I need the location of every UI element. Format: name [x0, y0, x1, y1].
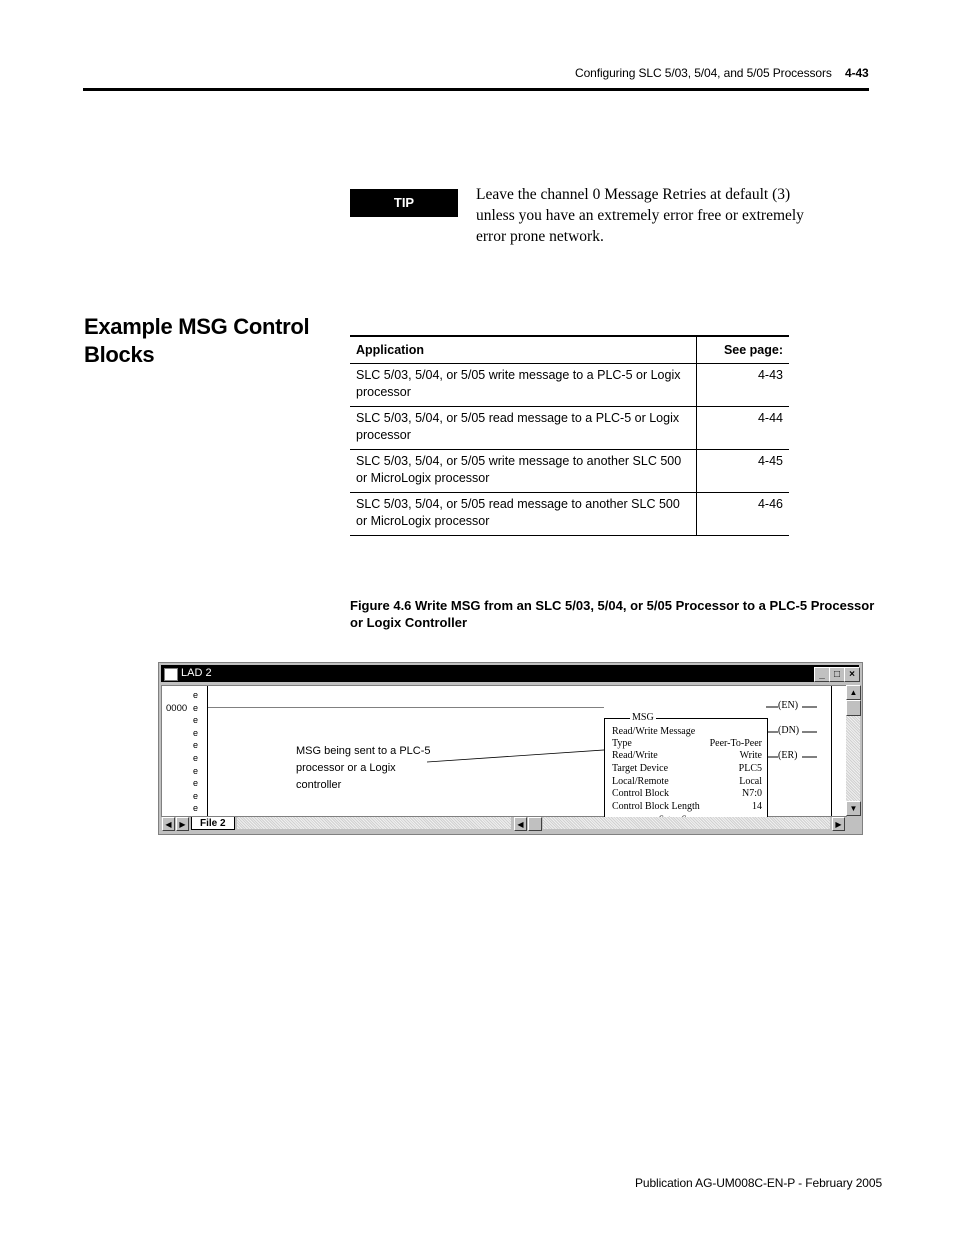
- msg-row: [612, 726, 762, 738]
- header-section-title: Configuring SLC 5/03, 5/04, and 5/05 Processors: [575, 66, 832, 80]
- annotation-line: MSG being sent to a PLC-5: [296, 745, 431, 757]
- tab-area: [237, 817, 511, 829]
- coil-label: DN: [781, 725, 796, 736]
- minimize-button[interactable]: _: [814, 667, 830, 682]
- window-titlebar[interactable]: [161, 665, 859, 682]
- tip-line: Leave the channel 0 Message Retries at default (3): [476, 186, 791, 203]
- window-title: LAD 2: [181, 667, 212, 679]
- msg-row-label: Control Block: [612, 788, 669, 799]
- tip-text: [476, 184, 804, 247]
- table-cell-application: [350, 407, 697, 450]
- coil-label: EN: [781, 700, 795, 711]
- rung-mark: e: [193, 727, 199, 738]
- footer-publication: Publication AG-UM008C-EN-P - February 2005: [635, 1176, 883, 1190]
- scroll-down-icon[interactable]: ▼: [846, 801, 861, 816]
- tip-line: unless you have an extremely error free or extremely: [476, 207, 804, 224]
- msg-row: [612, 738, 762, 750]
- msg-row: [612, 750, 762, 762]
- tab-scroll-bar: [161, 817, 859, 831]
- table-row: [350, 493, 789, 536]
- section-title: [84, 313, 309, 369]
- maximize-button[interactable]: □: [829, 667, 845, 682]
- table-row: [350, 450, 789, 493]
- msg-row-value: Local: [739, 776, 762, 787]
- table-cell-application: [350, 450, 697, 493]
- vertical-scrollbar[interactable]: [846, 685, 860, 816]
- rung-number: 0000: [166, 703, 188, 714]
- msg-row-label: Local/Remote: [612, 776, 669, 787]
- cell-line: or MicroLogix processor: [356, 471, 490, 485]
- cell-line: processor: [356, 428, 411, 442]
- scroll-up-icon[interactable]: ▲: [846, 685, 861, 700]
- rung-mark: e: [193, 702, 199, 713]
- table-cell-page: 4-43: [697, 364, 790, 407]
- cell-line: SLC 5/03, 5/04, or 5/05 read message to another SLC 500: [356, 497, 680, 511]
- rung-mark: e: [193, 803, 199, 814]
- tip-line: error prone network.: [476, 228, 604, 245]
- msg-row-value: PLC5: [738, 763, 762, 774]
- section-title-line: Blocks: [84, 342, 155, 367]
- scroll-right-icon[interactable]: ▶: [832, 817, 845, 831]
- table-row: [350, 364, 789, 407]
- msg-row-value: N7:0: [742, 788, 762, 799]
- msg-row-label: Read/Write: [612, 750, 658, 761]
- table-row: [350, 407, 789, 450]
- header-page-number: 4-43: [845, 66, 869, 80]
- msg-row-label: Target Device: [612, 763, 669, 774]
- tab-prev-icon[interactable]: ◀: [162, 817, 175, 831]
- table-cell-application: [350, 364, 697, 407]
- tab-next-icon[interactable]: ▶: [176, 817, 189, 831]
- msg-row-value: Write: [739, 750, 762, 761]
- table-cell-page: 4-45: [697, 450, 790, 493]
- annotation-line: processor or a Logix: [296, 762, 396, 774]
- coil-en[interactable]: (EN): [778, 700, 799, 711]
- cell-line: or MicroLogix processor: [356, 514, 490, 528]
- section-title-line: Example MSG Control: [84, 314, 310, 339]
- msg-row-value: 14: [752, 801, 762, 812]
- msg-row: [612, 776, 762, 788]
- msg-row: [612, 801, 762, 813]
- rung-mark: e: [193, 765, 199, 776]
- msg-instruction-block[interactable]: [604, 712, 768, 830]
- coil-label: ER: [781, 750, 795, 761]
- figure-caption: [350, 597, 874, 631]
- tab-label: File 2: [200, 818, 226, 829]
- cell-line: SLC 5/03, 5/04, or 5/05 write message to a PLC-5 or Logix: [356, 368, 681, 382]
- ladder-view[interactable]: [161, 685, 847, 817]
- msg-row-label: Control Block Length: [612, 801, 700, 812]
- msg-row: [612, 788, 762, 800]
- scroll-left-icon[interactable]: ◀: [514, 817, 527, 831]
- table-cell-page: 4-46: [697, 493, 790, 536]
- table-header-row: [350, 336, 789, 364]
- table-cell-page: 4-44: [697, 407, 790, 450]
- cell-line: processor: [356, 385, 411, 399]
- rung-mark: e: [193, 740, 199, 751]
- msg-row: [612, 763, 762, 775]
- msg-row-label: Read/Write Message: [612, 726, 696, 737]
- annotation-line: controller: [296, 779, 342, 791]
- rung-mark: e: [193, 690, 199, 700]
- application-table: [350, 335, 789, 536]
- close-button[interactable]: ×: [844, 667, 860, 682]
- tip-label: TIP: [350, 189, 458, 217]
- coil-er[interactable]: (ER): [778, 750, 798, 761]
- cell-line: SLC 5/03, 5/04, or 5/05 read message to a PLC-5 or Logix: [356, 411, 680, 425]
- column-header-see-page: See page:: [697, 336, 790, 364]
- cell-line: SLC 5/03, 5/04, or 5/05 write message to another SLC 500: [356, 454, 682, 468]
- caption-line: Figure 4.6 Write MSG from an SLC 5/03, 5/04, or 5/05 Processor to a PLC-5 Processor: [350, 598, 875, 613]
- hscroll-track[interactable]: [543, 817, 830, 829]
- app-icon: [164, 668, 178, 681]
- lad-window: [158, 662, 863, 835]
- msg-row-label: Type: [612, 738, 632, 749]
- column-header-application: Application: [350, 336, 697, 364]
- msg-row-value: Peer-To-Peer: [709, 738, 762, 749]
- coil-dn[interactable]: (DN): [778, 725, 800, 736]
- header-rule: [83, 88, 869, 91]
- rung-mark: e: [193, 752, 199, 763]
- scroll-thumb[interactable]: [846, 700, 861, 716]
- caption-line: or Logix Controller: [350, 615, 467, 630]
- rung-mark: e: [193, 778, 199, 789]
- rung-mark: e: [193, 790, 199, 801]
- rung-mark: e: [193, 715, 199, 726]
- table-cell-application: [350, 493, 697, 536]
- msg-title: MSG: [632, 712, 654, 723]
- tab-file-2[interactable]: [191, 817, 235, 830]
- hscroll-thumb[interactable]: [528, 817, 542, 831]
